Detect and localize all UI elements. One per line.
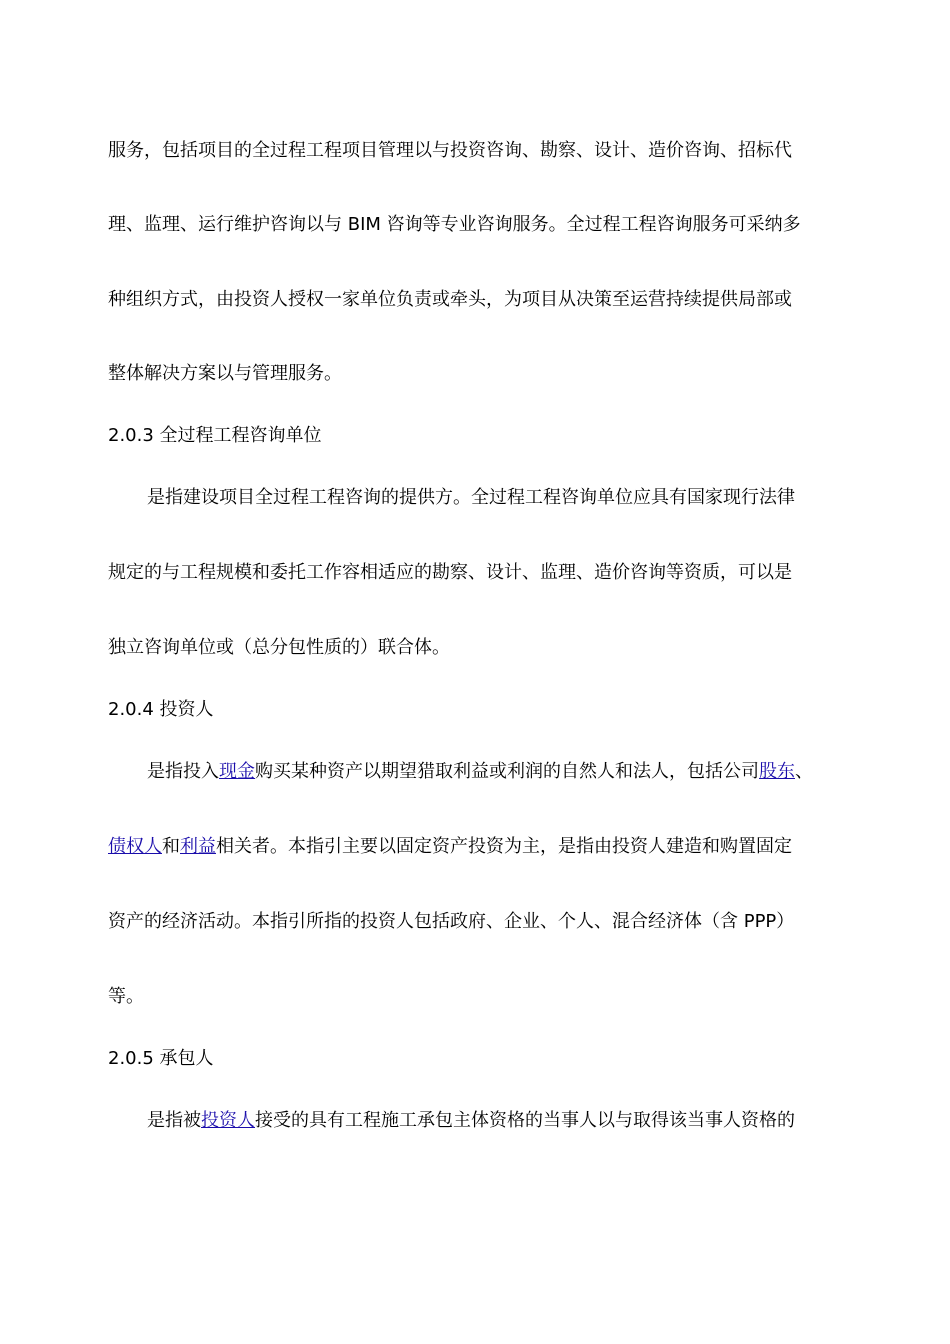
- paragraph-line: [147, 1109, 795, 1133]
- paragraph-line: 等。: [108, 986, 144, 1007]
- paragraph-line: 独立咨询单位或（总分包性质的）联合体。: [108, 637, 450, 658]
- link-investor[interactable]: 投资人: [201, 1110, 255, 1131]
- text-run: 和: [162, 836, 180, 857]
- link-creditor[interactable]: 债权人: [108, 836, 162, 857]
- paragraph-line: 规定的与工程规模和委托工作容相适应的勘察、设计、监理、造价咨询等资质，可以是: [108, 562, 792, 583]
- text-run: 相关者。本指引主要以固定资产投资为主，是指由投资人建造和购置固定: [216, 836, 792, 857]
- link-shareholder[interactable]: 股东: [759, 761, 795, 782]
- text-run: 是指投入: [147, 761, 219, 782]
- text-run: 、: [795, 761, 813, 782]
- paragraph-line: 是指建设项目全过程工程咨询的提供方。全过程工程咨询单位应具有国家现行法律: [147, 487, 795, 508]
- text-run: 购买某种资产以期望猎取利益或利润的自然人和法人，包括公司: [255, 761, 759, 782]
- paragraph-line: [108, 835, 792, 859]
- paragraph-line: 资产的经济活动。本指引所指的投资人包括政府、企业、个人、混合经济体（含 PPP）: [108, 911, 795, 932]
- paragraph-line: 种组织方式，由投资人授权一家单位负责或牵头，为项目从决策至运营持续提供局部或: [108, 289, 792, 310]
- link-cash[interactable]: 现金: [219, 761, 255, 782]
- paragraph-line: 理、监理、运行维护咨询以与 BIM 咨询等专业咨询服务。全过程工程咨询服务可采纳多: [108, 214, 801, 235]
- text-run: 是指被: [147, 1110, 201, 1131]
- paragraph-line: [147, 760, 813, 784]
- text-run: 接受的具有工程施工承包主体资格的当事人以与取得该当事人资格的: [255, 1110, 795, 1131]
- paragraph-line: 整体解决方案以与管理服务。: [108, 363, 342, 384]
- section-heading-203: 2.0.3 全过程工程咨询单位: [108, 425, 322, 446]
- link-interest[interactable]: 利益: [180, 836, 216, 857]
- section-heading-204: 2.0.4 投资人: [108, 699, 214, 720]
- paragraph-line: 服务，包括项目的全过程工程项目管理以与投资咨询、勘察、设计、造价咨询、招标代: [108, 140, 792, 161]
- section-heading-205: 2.0.5 承包人: [108, 1048, 214, 1069]
